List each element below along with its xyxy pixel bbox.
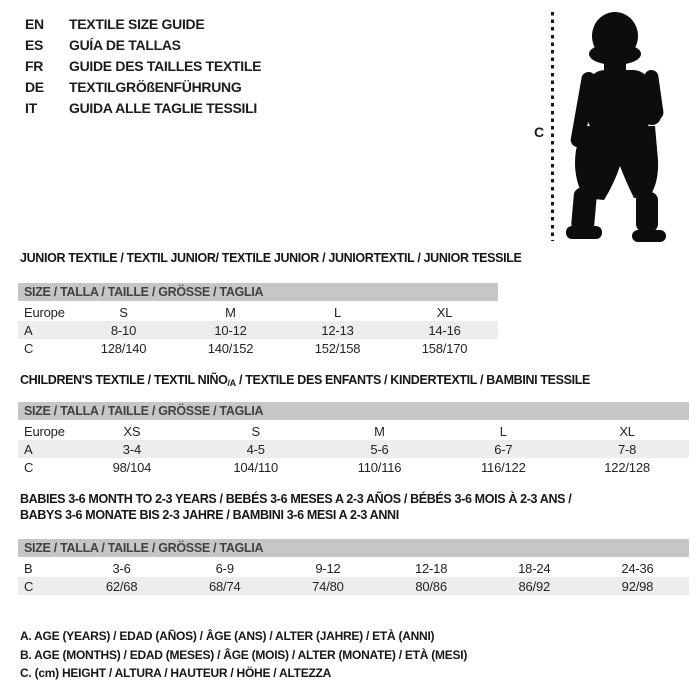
table-row-label: A (24, 322, 33, 338)
table-cell: L (499, 423, 507, 439)
table-cell: S (251, 423, 260, 439)
footnote-a: A. AGE (YEARS) / EDAD (AÑOS) / ÂGE (ANS) / ALTER (JAHRE) / ETÀ (ANNI) (20, 629, 435, 643)
table-row-label: C (24, 340, 34, 356)
table-cell: 62/68 (105, 578, 138, 594)
table-row-label: C (24, 578, 34, 594)
children-title-pre: CHILDREN'S TEXTILE / TEXTIL NIÑO (20, 373, 228, 387)
language-title: TEXTILE SIZE GUIDE (69, 15, 205, 32)
footnotes (20, 627, 467, 683)
table-cell: 110/116 (357, 459, 402, 475)
table-cell: 4-5 (246, 441, 265, 457)
babies-title-line2: BABYS 3-6 MONATE BIS 2-3 JAHRE / BAMBINI 3-6 MESI A 2-3 ANNI (20, 508, 399, 522)
table-cell: XL (619, 423, 635, 439)
table-cell: 10-12 (214, 322, 247, 338)
table-cell: 12-13 (321, 322, 354, 338)
table-row-label: Europe (24, 423, 65, 439)
junior-size-table (18, 283, 498, 357)
language-code: DE (25, 78, 44, 95)
table-row (18, 458, 689, 476)
table-cell: 6-9 (215, 560, 234, 576)
table-row (18, 339, 498, 357)
table-cell: 3-4 (122, 441, 141, 457)
height-measure-dashed-line (551, 12, 554, 241)
table-header-bar: SIZE / TALLA / TAILLE / GRÖSSE / TAGLIA (18, 283, 498, 301)
table-cell: 158/170 (421, 340, 468, 356)
table-cell: 104/110 (233, 459, 279, 475)
table-cell: 152/158 (314, 340, 361, 356)
junior-table-title: JUNIOR TEXTILE / TEXTIL JUNIOR/ TEXTILE JUNIOR / JUNIORTEXTIL / JUNIOR TESSILE (20, 251, 522, 265)
babies-title-line1: BABIES 3-6 MONTH TO 2-3 YEARS / BEBÉS 3-6 MESES A 2-3 AÑOS / BÉBÉS 3-6 MOIS À 2-3 ANS / (20, 492, 572, 506)
footnote-b: B. AGE (MONTHS) / EDAD (MESES) / ÂGE (MOIS) / ALTER (MONATE) / ETÀ (MESI) (20, 647, 468, 662)
table-cell: 12-18 (414, 560, 448, 576)
table-cell: 6-7 (494, 441, 513, 457)
table-cell: 128/140 (100, 340, 147, 356)
babies-table-title (20, 491, 571, 523)
language-list (25, 13, 261, 118)
table-cell: 14-16 (428, 322, 461, 338)
language-row (25, 34, 261, 55)
table-row (18, 577, 689, 595)
footnote-c: C. (cm) HEIGHT / ALTURA / HAUTEUR / HÖHE / ALTEZZA (20, 666, 332, 680)
table-header-bar: SIZE / TALLA / TAILLE / GRÖSSE / TAGLIA (18, 539, 689, 557)
table-cell: 5-6 (370, 441, 389, 457)
language-code: FR (25, 57, 44, 74)
table-cell: 116/122 (480, 459, 526, 475)
children-title-subscript: /A (227, 378, 236, 388)
table-cell: 122/128 (604, 459, 650, 475)
table-row-label: Europe (24, 304, 65, 320)
table-row-label: A (24, 441, 33, 457)
table-cell: 8-10 (110, 322, 137, 338)
language-code: EN (25, 15, 44, 32)
table-cell: 98/104 (112, 459, 152, 475)
language-row (25, 13, 261, 34)
table-cell: M (225, 304, 236, 320)
babies-size-table (18, 539, 689, 595)
table-cell: 24-36 (621, 560, 654, 576)
table-cell: XL (436, 304, 453, 320)
language-row (25, 55, 261, 76)
table-cell: 9-12 (315, 560, 341, 576)
language-code: IT (25, 99, 37, 116)
table-cell: S (119, 304, 128, 320)
language-title: GUIDE DES TAILLES TEXTILE (69, 57, 262, 74)
table-cell: 74/80 (312, 578, 344, 594)
measure-label-c: C (534, 124, 545, 140)
table-cell: M (374, 423, 385, 439)
toddler-silhouette (556, 8, 668, 245)
table-cell: 18-24 (518, 560, 551, 576)
language-code: ES (25, 36, 44, 53)
language-title: GUIDA ALLE TAGLIE TESSILI (69, 99, 257, 116)
table-row (18, 422, 689, 440)
children-size-table (18, 402, 689, 476)
table-row-label: B (24, 560, 33, 576)
children-table-title (20, 373, 590, 388)
table-cell: 7-8 (617, 441, 637, 457)
table-row (18, 303, 498, 321)
table-cell: 92/98 (621, 578, 654, 594)
table-row-label: C (24, 459, 34, 475)
table-cell: 140/152 (207, 340, 254, 356)
table-row (18, 559, 689, 577)
language-title: GUÍA DE TALLAS (69, 36, 181, 53)
table-row (18, 321, 498, 339)
table-row (18, 440, 689, 458)
table-cell: 86/92 (518, 578, 551, 594)
table-cell: 68/74 (208, 578, 241, 594)
table-cell: 80/86 (415, 578, 447, 594)
table-cell: L (333, 304, 342, 320)
language-row (25, 76, 261, 97)
table-header-bar: SIZE / TALLA / TAILLE / GRÖSSE / TAGLIA (18, 402, 689, 420)
table-cell: 3-6 (112, 560, 131, 576)
children-title-post: / TEXTILE DES ENFANTS / KINDERTEXTIL / BAMBINI TESSILE (235, 373, 591, 387)
table-cell: XS (123, 423, 141, 439)
language-row (25, 97, 261, 118)
language-title: TEXTILGRÖßENFÜHRUNG (69, 78, 242, 95)
